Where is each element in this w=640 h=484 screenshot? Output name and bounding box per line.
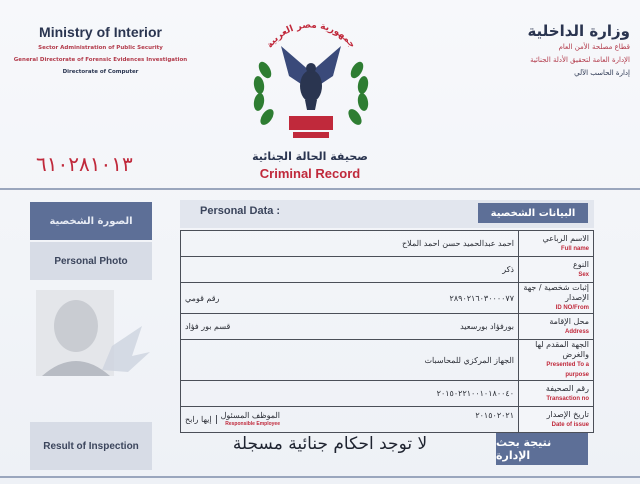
directorate-line-en: General Directorate of Forensic Evidences Investigation <box>13 57 188 63</box>
id-value-cell <box>181 283 519 314</box>
address-value-cell <box>181 314 519 340</box>
eagle-emblem-icon <box>245 10 377 150</box>
ministry-title-en: Ministry of Interior <box>39 24 162 40</box>
bottom-divider <box>0 476 640 478</box>
sector-line-en: Sector Administration of Public Security <box>38 45 163 51</box>
personal-data-label-en: Personal Data : <box>200 205 281 217</box>
transaction-label: رقم الصحيفة Transaction no <box>519 381 594 407</box>
computer-directorate-en: Directorate of Computer <box>62 69 139 75</box>
sex-label: النوع Sex <box>519 257 594 283</box>
row-date-issue <box>181 407 594 433</box>
section-divider <box>0 188 640 190</box>
employee-label-en: Responsible Employee <box>225 420 280 427</box>
presented-to-value: الجهاز المركزي للمحاسبات <box>181 340 519 381</box>
sex-value: ذكر <box>181 257 519 283</box>
result-label-ar: نتيجة بحث الإدارة <box>496 433 588 465</box>
id-label: إثبات شخصية / جهة الإصدار ID NO/From <box>519 283 594 314</box>
transaction-value: ٢٠١٥٠٢٢١٠٠١٠١٨٠٠٤٠ <box>181 381 519 407</box>
row-transaction <box>181 381 594 407</box>
result-text: لا توجد احكام جنائية مسجلة <box>232 434 428 454</box>
row-presented-to <box>181 340 594 381</box>
date-issue-label: تاريخ الإصدار Date of issue <box>519 407 594 433</box>
document-title-en: Criminal Record <box>259 166 361 181</box>
date-issue-cell <box>181 407 519 433</box>
header-right <box>440 22 630 79</box>
address-city: بورفؤاد بورسعيد <box>460 322 514 331</box>
computer-directorate-ar: إدارة الحاسب الآلي <box>574 69 630 77</box>
address-district: قسم بور فؤاد <box>185 322 231 331</box>
row-sex <box>181 257 594 283</box>
employee-group <box>185 411 280 429</box>
photo-header-ar: الصورة الشخصية <box>30 202 152 240</box>
row-full-name <box>181 231 594 257</box>
photo-label-en: Personal Photo <box>30 242 152 280</box>
full-name-value: احمد عبدالحميد حسن احمد الملاح <box>181 231 519 257</box>
employee-label-ar: الموظف المسئول <box>220 410 280 420</box>
employee-value: إيها رابح <box>185 415 217 424</box>
full-name-label: الاسم الرباعي Full name <box>519 231 594 257</box>
id-number: ٢٨٩٠٢١٦٠٣٠٠٠٠٧٧ <box>449 293 514 303</box>
directorate-line-ar: الإدارة العامة لتحقيق الأدلة الجنائية <box>530 56 630 64</box>
id-type: رقم قومي <box>185 293 220 303</box>
personal-photo <box>32 286 154 396</box>
date-issue-value: ٢٠١٥٠٢٠٢١ <box>475 410 514 420</box>
document-title-ar: صحيفة الحالة الجنائية <box>252 150 368 163</box>
ministry-title-ar: وزارة الداخلية <box>527 22 630 40</box>
svg-text:جمهورية مصر العربية <box>265 20 357 50</box>
emblem-text: جمهورية مصر العربية <box>264 20 358 51</box>
sector-line-ar: قطاع مصلحة الأمن العام <box>558 43 630 51</box>
result-label-en: Result of Inspection <box>30 422 152 470</box>
personal-data-label-ar: البيانات الشخصية <box>478 203 588 223</box>
address-label: محل الإقامة Address <box>519 314 594 340</box>
row-id <box>181 283 594 314</box>
serial-number: ٦١٠٢٨١٠١٣ <box>36 152 133 176</box>
personal-data-table <box>180 230 594 433</box>
header-left <box>8 24 193 76</box>
presented-to-label: الجهة المقدم لها والغرض Presented To a purpose <box>519 340 594 381</box>
row-address <box>181 314 594 340</box>
